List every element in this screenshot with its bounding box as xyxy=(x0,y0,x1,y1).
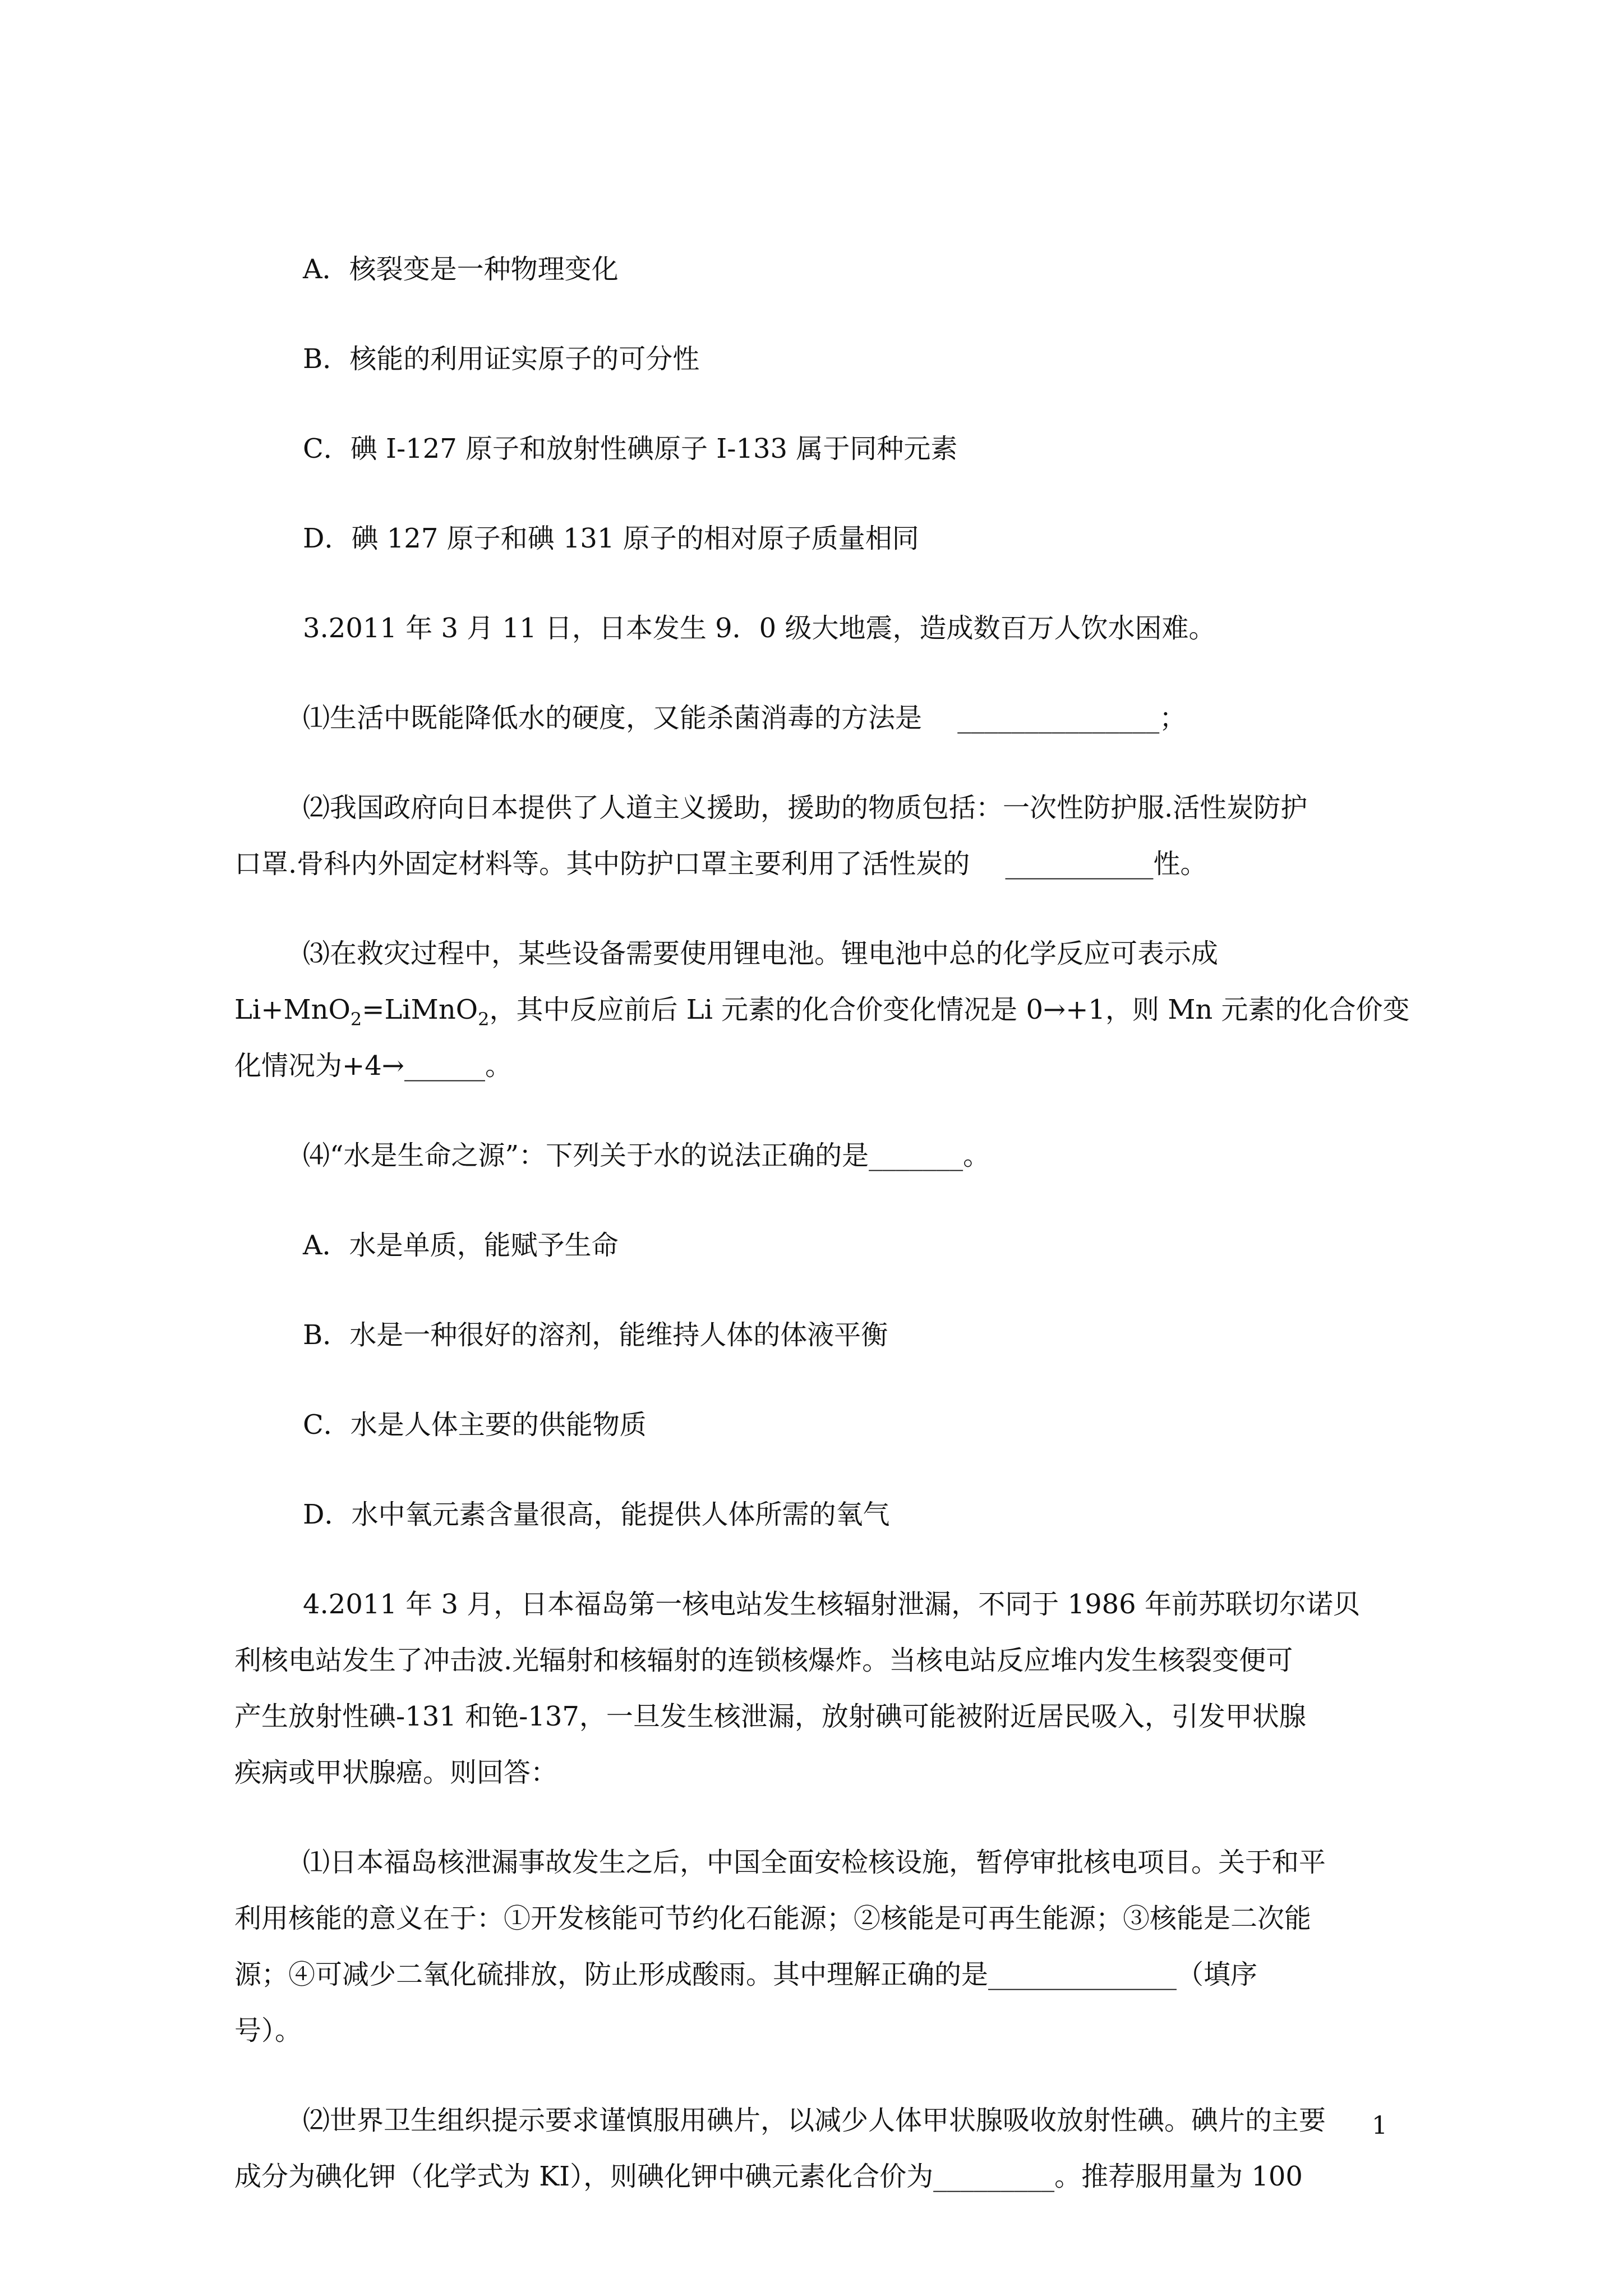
text-line-q4-stem-l1: 4.2011 年 3 月，日本福岛第一核电站发生核辐射泄漏，不同于 1986 年前苏联切尔诺贝 xyxy=(303,1589,1360,1620)
text-line-q4-stem-l3: 产生放射性碘-131 和铯-137，一旦发生核泄漏，放射碘可能被附近居民吸入，引发甲状腺 xyxy=(234,1701,1306,1732)
text-line-q4-part1-l2: 利用核能的意义在于：①开发核能可节约化石能源；②核能是可再生能源；③核能是二次能 xyxy=(234,1903,1312,1934)
text-line-q3-part4: ⑷“水是生命之源”：下列关于水的说法正确的是_______。 xyxy=(303,1140,990,1171)
formula-reactants: Li+MnO xyxy=(234,994,351,1025)
text-line-q2-option-d: D．碘 127 原子和碘 131 原子的相对原子质量相同 xyxy=(303,523,919,554)
page-number: 1 xyxy=(1372,2111,1387,2140)
text-line-q2-option-c: C．碘 I-127 原子和放射性碘原子 I-133 属于同种元素 xyxy=(303,433,958,464)
text-line-q3-stem: 3.2011 年 3 月 11 日，日本发生 9．0 级大地震，造成数百万人饮水困难。 xyxy=(303,613,1216,644)
text-line-q4-part1-l3: 源；④可减少二氧化硫排放，防止形成酸雨。其中理解正确的是______________（填序 xyxy=(234,1959,1258,1990)
text-line-q3-part1: ⑴生活中既能降低水的硬度，又能杀菌消毒的方法是 _______________； xyxy=(303,702,1187,734)
text-line-q3-option-a: A．水是单质，能赋予生命 xyxy=(303,1230,619,1261)
formula-subscript: 2 xyxy=(350,1009,362,1030)
formula-subscript: 2 xyxy=(478,1009,490,1030)
text-line-q4-part2-l1: ⑵世界卫生组织提示要求谨慎服用碘片，以减少人体甲状腺吸收放射性碘。碘片的主要 xyxy=(303,2105,1326,2136)
text-line-q2-option-b: B．核能的利用证实原子的可分性 xyxy=(303,343,700,375)
text-line-q3-option-c: C．水是人体主要的供能物质 xyxy=(303,1409,647,1441)
text-line-q3-part2-l2: 口罩.骨科内外固定材料等。其中防护口罩主要利用了活性炭的 ___________性。 xyxy=(234,848,1207,880)
text-line-q3-option-b: B．水是一种很好的溶剂，能维持人体的体液平衡 xyxy=(303,1319,888,1351)
text-line-q3-part3-l3: 化情况为+4→______。 xyxy=(234,1050,512,1082)
text-line-q3-option-d: D．水中氧元素含量很高，能提供人体所需的氧气 xyxy=(303,1499,890,1530)
formula-explanation: ，其中反应前后 Li 元素的化合价变化情况是 0→+1，则 Mn 元素的化合价变 xyxy=(489,994,1410,1025)
text-line-q4-part2-l2: 成分为碘化钾（化学式为 KI），则碘化钾中碘元素化合价为_________。推荐服用量为 100 xyxy=(234,2161,1303,2192)
text-line-q4-part1-l4: 号）。 xyxy=(234,2015,302,2046)
text-line-q3-part2-l1: ⑵我国政府向日本提供了人道主义援助，援助的物质包括：一次性防护服.活性炭防护 xyxy=(303,792,1308,823)
text-line-q4-stem-l2: 利核电站发生了冲击波.光辐射和核辐射的连锁核爆炸。当核电站反应堆内发生核裂变便可 xyxy=(234,1645,1293,1676)
text-line-q3-part3-l2 xyxy=(234,987,1567,1032)
text-line-q4-stem-l4: 疾病或甲状腺癌。则回答： xyxy=(234,1757,558,1788)
formula-product: =LiMnO xyxy=(362,994,478,1025)
text-line-q3-part3-l1: ⑶在救灾过程中，某些设备需要使用锂电池。锂电池中总的化学反应可表示成 xyxy=(303,938,1219,969)
text-line-q2-option-a: A．核裂变是一种物理变化 xyxy=(303,254,619,285)
text-line-q4-part1-l1: ⑴日本福岛核泄漏事故发生之后，中国全面安检核设施，暂停审批核电项目。关于和平 xyxy=(303,1847,1326,1878)
